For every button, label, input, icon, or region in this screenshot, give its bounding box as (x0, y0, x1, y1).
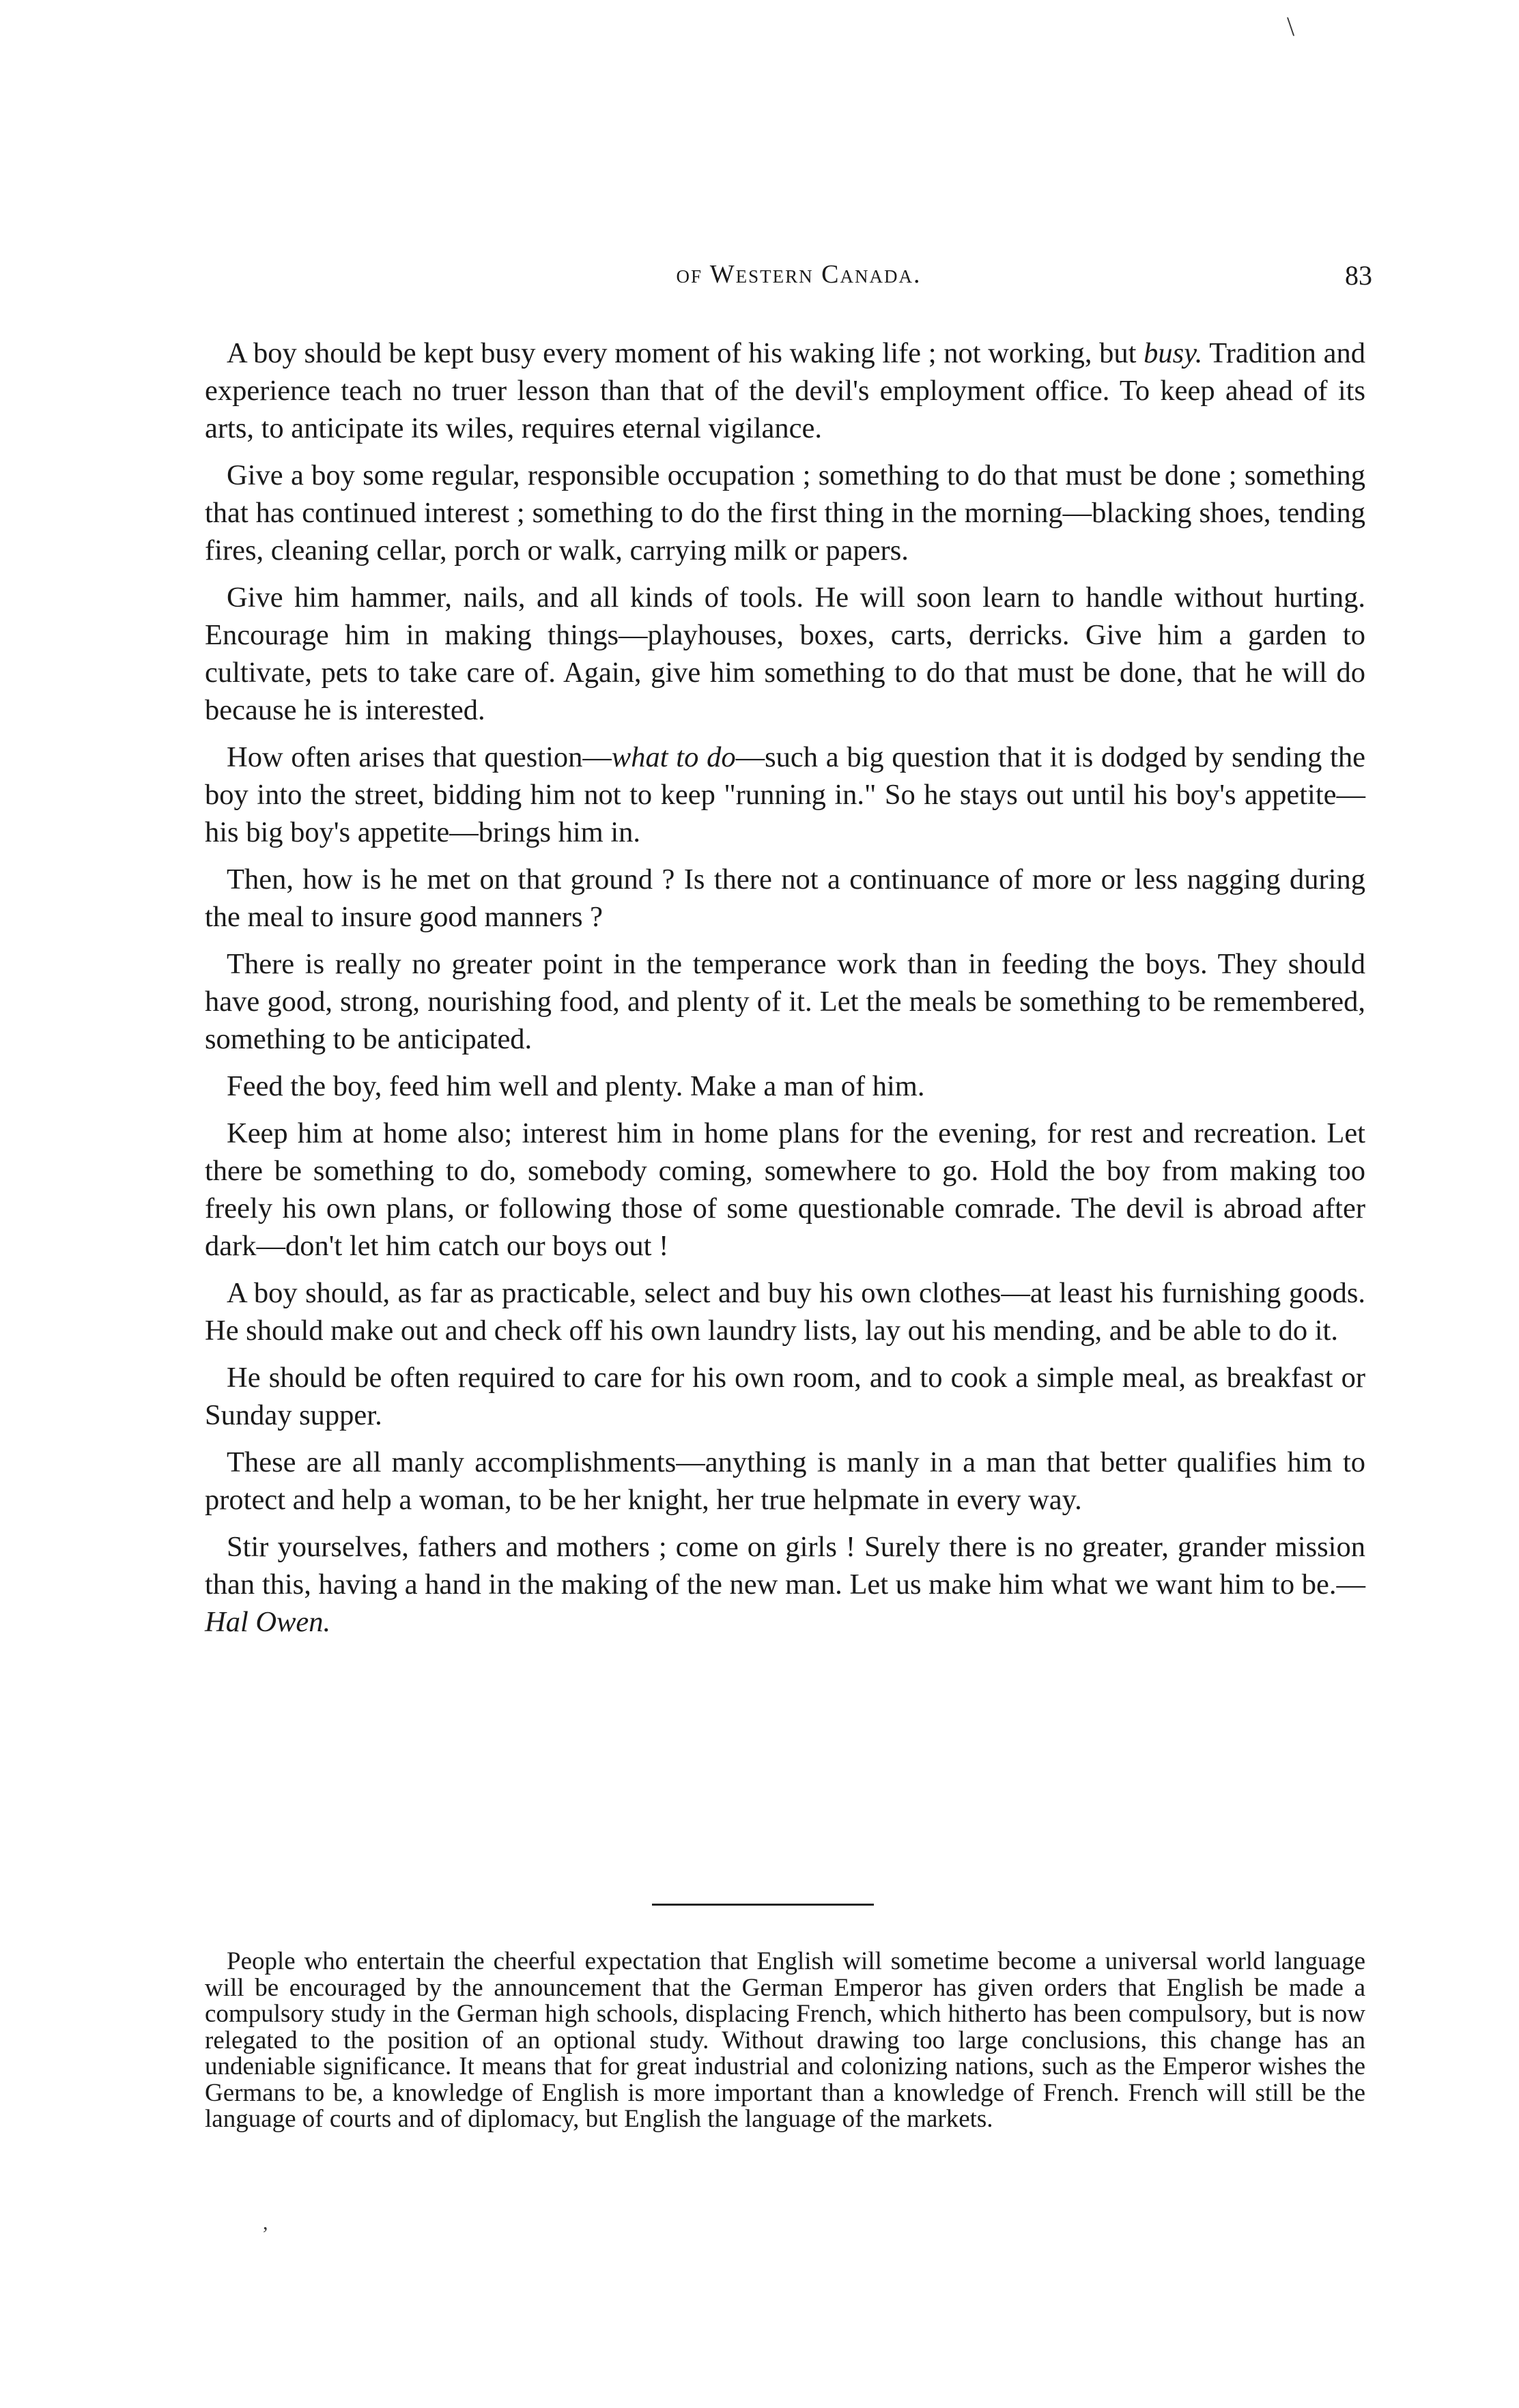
paragraph: Keep him at home also; interest him in home plans for the evening, for rest and recreation. Let there be something to do, somebody coming, somewhere to go. Hold the boy from making too freely his own plans, or following those of some questionable comrade. The devil is abroad after dark—don't let him catch our boys out ! (205, 1117, 1365, 1262)
paragraph: A boy should be kept busy every moment of his waking life ; not working, but busy. Tradition and experience teach no truer lesson than that of the devil's employment office. To keep ahead of its arts, to anticipate its wiles, requires eternal vigilance. (205, 337, 1365, 444)
scan-speck: \ (1287, 11, 1295, 42)
paragraph: He should be often required to care for his own room, and to cook a simple meal, as breakfast or Sunday supper. (205, 1362, 1365, 1431)
paragraph: There is really no greater point in the temperance work than in feeding the boys. They should have good, strong, nourishing food, and plenty of it. Let the meals be something to be remembered, something to be anticipated. (205, 948, 1365, 1055)
scan-speck: , (263, 2211, 268, 2234)
paragraph: Feed the boy, feed him well and plenty. Make a man of him. (227, 1070, 925, 1102)
running-header (225, 259, 1372, 307)
paragraph: Then, how is he met on that ground ? Is there not a continuance of more or less nagging during the meal to insure good manners ? (205, 863, 1365, 933)
section-divider (652, 1904, 874, 1906)
german-emperor-note (205, 1949, 1365, 2133)
paragraph: How often arises that question—what to do—such a big question that it is dodged by sending the boy into the street, bidding him not to keep "running in." So he stays out until his boy's appetite—his big boy's appetite—brings him in. (205, 741, 1365, 848)
paragraph: These are all manly accomplishments—anything is manly in a man that better qualifies him to protect and help a woman, to be her knight, her true helpmate in every way. (205, 1446, 1365, 1516)
paragraph: Give a boy some regular, responsible occupation ; something to do that must be done ; something that has continued interest ; something to do the first thing in the morning—blacking shoes, tending fires, cleaning cellar, porch or walk, carrying milk or papers. (205, 459, 1365, 567)
page-number: 83 (1345, 260, 1372, 291)
paragraph: Give him hammer, nails, and all kinds of tools. He will soon learn to handle without hurting. Encourage him in making things—playhouses, boxes, carts, derricks. Give him a garden to cultivate, pets to take care of. Again, give him something to do that must be done, that he will do because he is interested. (205, 582, 1365, 726)
paragraph: A boy should, as far as practicable, select and buy his own clothes—at least his furnishing goods. He should make out and check off his own laundry lists, lay out his mending, and be able to do it. (205, 1277, 1365, 1347)
main-article (205, 334, 1365, 1650)
running-title: of Western Canada. (676, 260, 922, 289)
paragraph: Stir yourselves, fathers and mothers ; come on girls ! Surely there is no greater, grander mission than this, having a hand in the making of the new man. Let us make him what we want him to be.—Hal Owen. (205, 1531, 1365, 1638)
note-paragraph: People who entertain the cheerful expectation that English will sometime become a universal world language will be encouraged by the announcement that the German Emperor has given orders that English be made a compulsory study in the German high schools, displacing French, which hitherto has been compulsory, but is now relegated to the position of an optional study. Without drawing too large conclusions, this change has an undeniable significance. It means that for great industrial and colonizing nations, such as the Emperor wishes the Germans to be, a knowledge of English is more important than a knowledge of French. French will still be the language of courts and of diplomacy, but English the language of the markets. (205, 1947, 1365, 2133)
